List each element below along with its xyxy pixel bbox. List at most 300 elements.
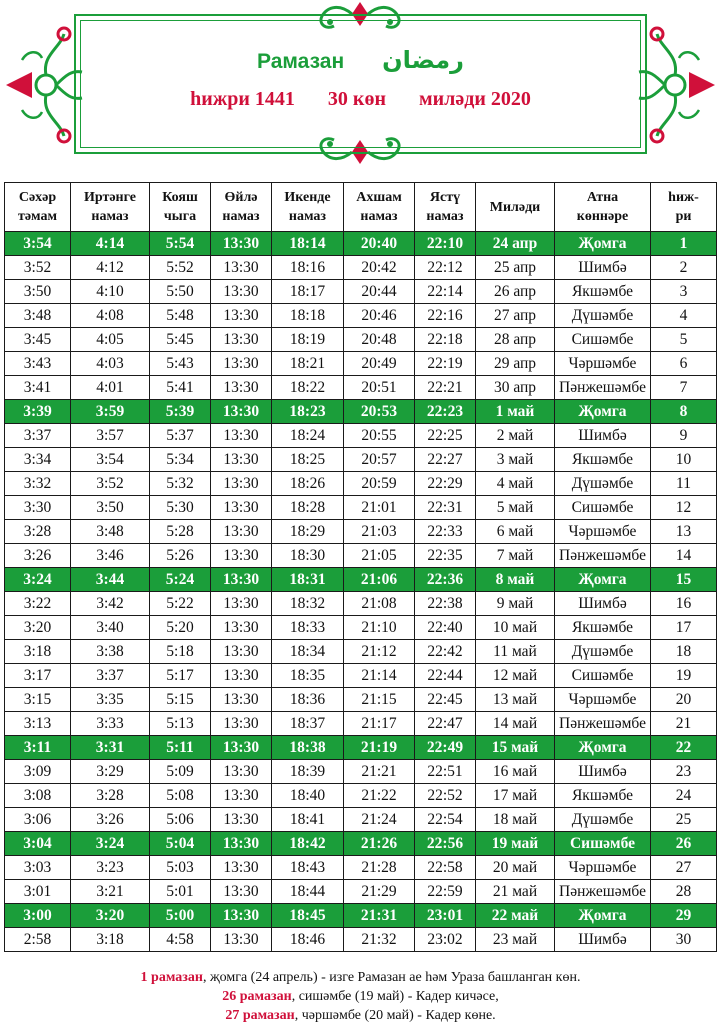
column-header-line: Атна [586,190,619,205]
table-cell: 22:59 [415,880,476,904]
table-cell: 3:44 [71,568,150,592]
table-cell: 21:01 [344,496,415,520]
table-cell: 4 май [476,472,555,496]
table-cell: 5:08 [150,784,211,808]
table-row [5,760,717,784]
table-cell: 29 апр [476,352,555,376]
footnote-text: , сишәмбе (19 май) - Кадер кичәсе, [291,989,499,1004]
table-cell: 21:26 [344,832,415,856]
table-cell: 5:43 [150,352,211,376]
table-row [5,880,717,904]
table-cell: 4 [651,304,717,328]
table-cell: 22:12 [415,256,476,280]
column-header-line: Ахшам [356,190,402,205]
table-cell: 9 [651,424,717,448]
table-cell: 22:33 [415,520,476,544]
table-header-row [5,183,717,232]
table-cell: 13:30 [211,904,272,928]
table-cell: 18:34 [272,640,344,664]
table-cell: 28 апр [476,328,555,352]
table-cell: 5:50 [150,280,211,304]
table-cell: 3:43 [5,352,71,376]
table-row [5,784,717,808]
table-cell: 30 [651,928,717,952]
table-cell: 21:21 [344,760,415,784]
table-cell: 18:18 [272,304,344,328]
table-cell: 21:31 [344,904,415,928]
table-cell: Дүшәмбе [555,640,651,664]
table-cell: 21:06 [344,568,415,592]
table-cell: 5:03 [150,856,211,880]
table-cell: 18:17 [272,280,344,304]
footnote [0,987,721,1006]
table-cell: 20:42 [344,256,415,280]
table-cell: 22:14 [415,280,476,304]
table-cell: 13:30 [211,352,272,376]
table-cell: 13:30 [211,832,272,856]
table-cell: Чәршәмбе [555,352,651,376]
table-cell: 15 май [476,736,555,760]
table-cell: 3:50 [71,496,150,520]
table-cell: Якшәмбе [555,784,651,808]
table-row [5,664,717,688]
table-cell: 20:53 [344,400,415,424]
table-row [5,856,717,880]
table-cell: 18:26 [272,472,344,496]
table-row [5,400,717,424]
hijri-year: hижри 1441 [190,88,295,110]
table-cell: 2 май [476,424,555,448]
table-cell: 22:38 [415,592,476,616]
table-cell: 22:35 [415,544,476,568]
table-cell: 18:24 [272,424,344,448]
table-cell: 18:39 [272,760,344,784]
table-cell: 21:15 [344,688,415,712]
table-cell: Дүшәмбе [555,304,651,328]
table-cell: 13:30 [211,424,272,448]
table-cell: 20:44 [344,280,415,304]
table-cell: 3:39 [5,400,71,424]
footnote-bold: 26 рамазан [222,989,292,1004]
table-cell: 13:30 [211,856,272,880]
table-row [5,712,717,736]
table-cell: 4:01 [71,376,150,400]
table-cell: 18:46 [272,928,344,952]
table-cell: Пәнжешәмбе [555,712,651,736]
table-cell: 13:30 [211,280,272,304]
table-cell: 21:08 [344,592,415,616]
table-cell: 19 май [476,832,555,856]
table-cell: 5 май [476,496,555,520]
table-cell: 18:36 [272,688,344,712]
column-header-line: чыга [163,209,197,224]
table-cell: 21:14 [344,664,415,688]
column-header-line: hиж- [668,190,699,205]
table-cell: 20:48 [344,328,415,352]
table-cell: 5:11 [150,736,211,760]
table-cell: 3:08 [5,784,71,808]
table-cell: Якшәмбе [555,448,651,472]
table-cell: 18:42 [272,832,344,856]
table-row [5,616,717,640]
table-cell: 18:14 [272,232,344,256]
footnote-bold: 1 рамазан [140,970,203,985]
table-cell: 3:41 [5,376,71,400]
table-cell: Шимбә [555,592,651,616]
table-cell: 13:30 [211,664,272,688]
table-row [5,472,717,496]
table-cell: Якшәмбе [555,280,651,304]
table-cell: Җомга [555,232,651,256]
table-cell: 20:57 [344,448,415,472]
table-cell: 22:10 [415,232,476,256]
table-cell: 13:30 [211,472,272,496]
table-cell: 13:30 [211,304,272,328]
table-cell: 3:34 [5,448,71,472]
table-cell: 25 [651,808,717,832]
column-header-line: намаз [360,209,398,224]
table-cell: 4:58 [150,928,211,952]
header-banner [0,0,721,170]
table-row [5,808,717,832]
table-cell: 3:00 [5,904,71,928]
table-cell: 20 [651,688,717,712]
table-cell: 18 [651,640,717,664]
table-cell: Пәнжешәмбе [555,376,651,400]
table-cell: 18:23 [272,400,344,424]
table-cell: Сишәмбе [555,832,651,856]
table-cell: 3:50 [5,280,71,304]
table-cell: 3:54 [5,232,71,256]
page-title-arabic: رمضان [382,46,464,74]
footnote-text: , җомга (24 апрель) - изге Рамазан ае һәм Ураза башланган көн. [202,970,581,985]
table-cell: 20:49 [344,352,415,376]
table-cell: 26 апр [476,280,555,304]
table-cell: 10 [651,448,717,472]
table-cell: 4:08 [71,304,150,328]
table-cell: 29 [651,904,717,928]
column-header-line: ри [675,209,692,224]
table-cell: 13:30 [211,808,272,832]
table-cell: 27 [651,856,717,880]
table-row [5,232,717,256]
column-header-line: Иртәнге [83,190,137,205]
column-header-line: намаз [91,209,129,224]
table-row [5,424,717,448]
table-cell: 3:24 [71,832,150,856]
table-body [5,232,717,952]
table-cell: Чәршәмбе [555,520,651,544]
table-cell: 13:30 [211,616,272,640]
table-cell: 18:32 [272,592,344,616]
table-cell: 5:54 [150,232,211,256]
table-cell: 3:20 [5,616,71,640]
table-cell: 5:48 [150,304,211,328]
table-cell: 3:45 [5,328,71,352]
table-cell: 13 май [476,688,555,712]
table-cell: 18:30 [272,544,344,568]
table-cell: Дүшәмбе [555,472,651,496]
table-cell: Җомга [555,400,651,424]
table-cell: 5:22 [150,592,211,616]
table-cell: Якшәмбе [555,616,651,640]
table-cell: 13:30 [211,688,272,712]
table-cell: 18:25 [272,448,344,472]
table-cell: 3:24 [5,568,71,592]
table-cell: 22 [651,736,717,760]
title-row [0,46,721,74]
table-cell: 19 [651,664,717,688]
table-cell: 21 май [476,880,555,904]
table-cell: 16 май [476,760,555,784]
header-frame-inner [80,20,641,148]
table-cell: 3:29 [71,760,150,784]
table-cell: Сишәмбе [555,496,651,520]
column-header [211,183,272,232]
table-cell: 18:37 [272,712,344,736]
table-cell: 3:46 [71,544,150,568]
table-cell: 3:15 [5,688,71,712]
column-header-line: намаз [288,209,327,224]
table-cell: 21:17 [344,712,415,736]
table-cell: 3:42 [71,592,150,616]
table-cell: 7 [651,376,717,400]
column-header-line: Сәхәр [18,190,57,205]
column-header [150,183,211,232]
table-cell: 13:30 [211,496,272,520]
table-cell: Сишәмбе [555,328,651,352]
table-cell: 21:03 [344,520,415,544]
table-cell: 20 май [476,856,555,880]
table-cell: 3:20 [71,904,150,928]
table-cell: 21:24 [344,808,415,832]
table-cell: 3:31 [71,736,150,760]
column-header [71,183,150,232]
table-cell: 5:41 [150,376,211,400]
table-row [5,928,717,952]
table-row [5,520,717,544]
table-cell: 7 май [476,544,555,568]
table-cell: Җомга [555,904,651,928]
table-cell: 18 май [476,808,555,832]
table-cell: 20:51 [344,376,415,400]
table-cell: 4:03 [71,352,150,376]
table-cell: 13:30 [211,568,272,592]
table-cell: 5:15 [150,688,211,712]
table-cell: 4:14 [71,232,150,256]
table-cell: 18:31 [272,568,344,592]
table-cell: 5:20 [150,616,211,640]
table-cell: 3:54 [71,448,150,472]
table-row [5,256,717,280]
table-cell: 13:30 [211,784,272,808]
table-cell: 22:40 [415,616,476,640]
table-cell: 15 [651,568,717,592]
table-cell: 13:30 [211,232,272,256]
table-cell: 24 [651,784,717,808]
table-cell: 11 май [476,640,555,664]
table-cell: 13:30 [211,712,272,736]
table-cell: 21:28 [344,856,415,880]
table-cell: Шимбә [555,256,651,280]
table-cell: 5:34 [150,448,211,472]
table-cell: 5:01 [150,880,211,904]
table-cell: 2:58 [5,928,71,952]
table-cell: 30 апр [476,376,555,400]
table-cell: 23:01 [415,904,476,928]
table-cell: 18:21 [272,352,344,376]
table-cell: 3:59 [71,400,150,424]
table-cell: 22:21 [415,376,476,400]
table-cell: 23 май [476,928,555,952]
table-cell: 22:52 [415,784,476,808]
page-title: Рамазан [257,50,345,73]
table-cell: 13:30 [211,880,272,904]
table-cell: 13:30 [211,376,272,400]
table-cell: 3:52 [5,256,71,280]
table-cell: 8 [651,400,717,424]
table-cell: 21:32 [344,928,415,952]
table-cell: 3:22 [5,592,71,616]
table-cell: 3 [651,280,717,304]
table-cell: 3 май [476,448,555,472]
table-row [5,832,717,856]
table-cell: 13:30 [211,448,272,472]
table-cell: 18:45 [272,904,344,928]
table-cell: 4:05 [71,328,150,352]
table-row [5,328,717,352]
table-cell: 20:59 [344,472,415,496]
table-cell: 3:18 [5,640,71,664]
table-cell: 21:10 [344,616,415,640]
table-cell: 3:06 [5,808,71,832]
table-cell: 3:11 [5,736,71,760]
table-cell: 3:57 [71,424,150,448]
table-row [5,544,717,568]
table-cell: 12 май [476,664,555,688]
table-cell: 17 май [476,784,555,808]
table-cell: 22:56 [415,832,476,856]
table-cell: 20:40 [344,232,415,256]
table-cell: 10 май [476,616,555,640]
table-cell: 5:26 [150,544,211,568]
table-cell: 5:28 [150,520,211,544]
table-cell: 3:38 [71,640,150,664]
table-cell: 18:35 [272,664,344,688]
table-row [5,304,717,328]
table-cell: 22:23 [415,400,476,424]
table-cell: 18:19 [272,328,344,352]
table-cell: 18:22 [272,376,344,400]
table-cell: Җомга [555,736,651,760]
column-header-line: көннәре [576,209,629,224]
days-count: 30 көн [327,88,386,110]
column-header-line: Ястү [429,190,461,205]
table-cell: 22:29 [415,472,476,496]
table-row [5,904,717,928]
footnote-bold: 27 рамазан [225,1008,295,1023]
table-cell: 28 [651,880,717,904]
table-cell: 3:30 [5,496,71,520]
table-cell: 13:30 [211,760,272,784]
table-cell: 5:09 [150,760,211,784]
table-row [5,640,717,664]
table-cell: 18:33 [272,616,344,640]
column-header [555,183,651,232]
table-cell: 18:16 [272,256,344,280]
table-row [5,448,717,472]
table-cell: 22:19 [415,352,476,376]
table-cell: 3:18 [71,928,150,952]
table-cell: 13:30 [211,328,272,352]
column-header [415,183,476,232]
table-cell: 5:17 [150,664,211,688]
table-cell: 5:24 [150,568,211,592]
table-cell: Дүшәмбе [555,808,651,832]
table-cell: 13:30 [211,520,272,544]
table-cell: 3:26 [71,808,150,832]
table-cell: 5:13 [150,712,211,736]
table-cell: 13:30 [211,256,272,280]
table-cell: 13:30 [211,400,272,424]
table-cell: 11 [651,472,717,496]
table-cell: Чәршәмбе [555,688,651,712]
gregorian-year: миләди 2020 [418,88,531,110]
table-cell: 3:37 [5,424,71,448]
left-ornament-icon [2,20,84,150]
table-cell: 3:13 [5,712,71,736]
column-header-line: Миләди [489,199,541,215]
table-cell: 22:18 [415,328,476,352]
table-cell: 3:23 [71,856,150,880]
footnote [0,968,721,987]
table-cell: Пәнжешәмбе [555,544,651,568]
table-cell: 26 [651,832,717,856]
table-cell: 21:22 [344,784,415,808]
table-cell: Шимбә [555,424,651,448]
table-cell: 16 [651,592,717,616]
column-header-line: Икенде [284,190,331,205]
table-cell: 23 [651,760,717,784]
table-cell: 5:00 [150,904,211,928]
table-cell: 3:03 [5,856,71,880]
footnotes [0,968,721,1025]
table-cell: 13 [651,520,717,544]
table-cell: 12 [651,496,717,520]
table-cell: 22:51 [415,760,476,784]
table-cell: 3:09 [5,760,71,784]
table-cell: 3:04 [5,832,71,856]
table-cell: 1 май [476,400,555,424]
table-cell: 21:29 [344,880,415,904]
table-cell: 5:32 [150,472,211,496]
table-cell: 13:30 [211,544,272,568]
column-header [272,183,344,232]
table-cell: 27 апр [476,304,555,328]
table-cell: 6 [651,352,717,376]
table-cell: 5:52 [150,256,211,280]
table-cell: 14 май [476,712,555,736]
table-cell: 3:48 [71,520,150,544]
table-cell: 22:47 [415,712,476,736]
table-cell: Сишәмбе [555,664,651,688]
table-cell: 3:28 [5,520,71,544]
table-cell: 18:41 [272,808,344,832]
table-cell: 3:21 [71,880,150,904]
table-cell: 8 май [476,568,555,592]
table-cell: 13:30 [211,736,272,760]
table-row [5,568,717,592]
